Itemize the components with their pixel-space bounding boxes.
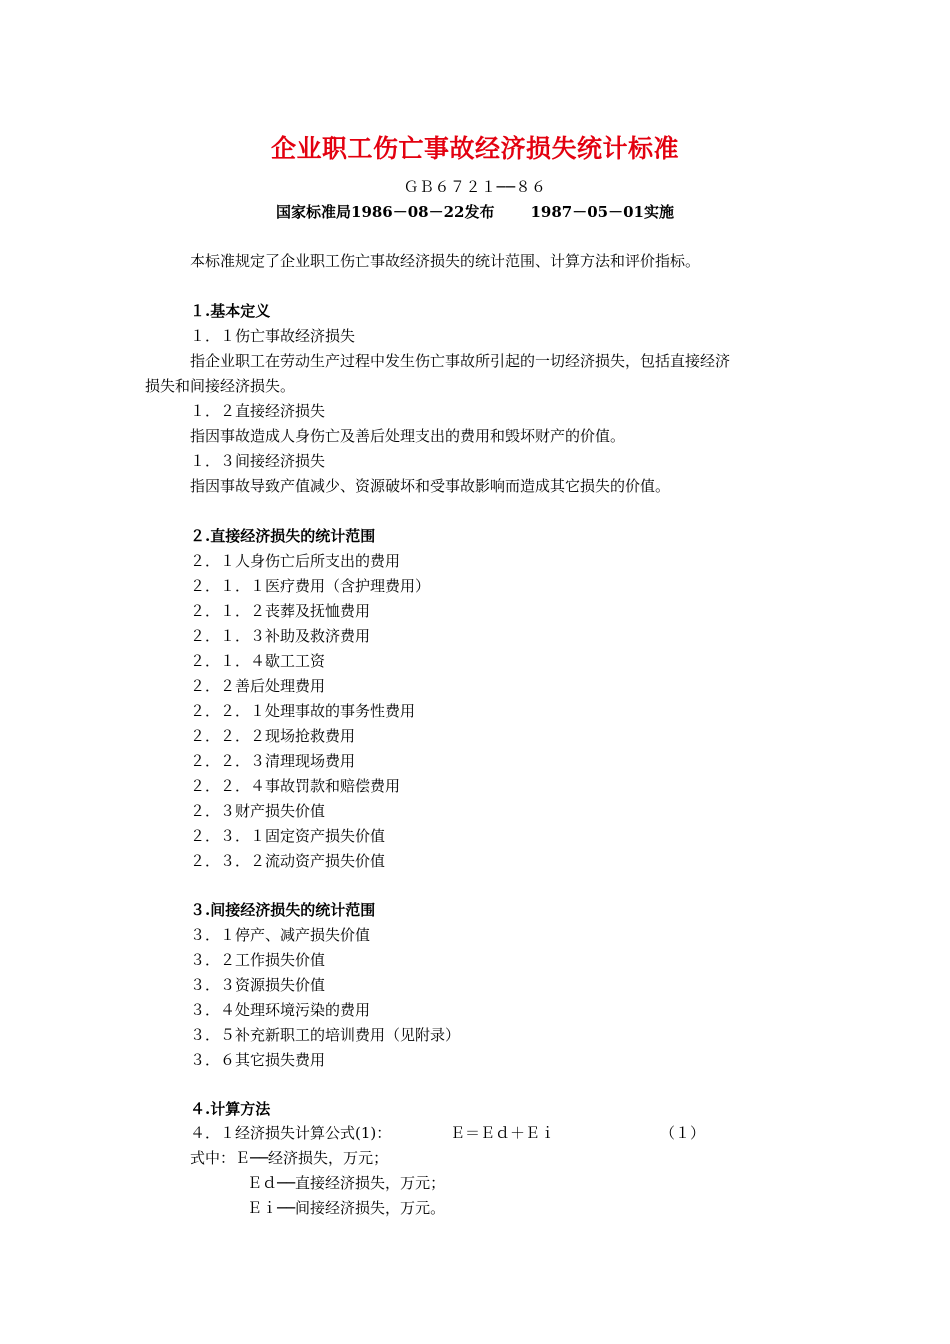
list-item: ２．２．２现场抢救费用 <box>190 727 356 745</box>
issue-line <box>0 200 950 224</box>
formula-row <box>190 1121 750 1145</box>
section1-1-text: 指企业职工在劳动生产过程中发生伤亡事故所引起的一切经济损失，包括直接经济 <box>190 352 731 370</box>
list-item: ２．２．３清理现场费用 <box>190 752 356 770</box>
section1-1-text-cont: 损失和间接经济损失。 <box>145 377 296 395</box>
list-item: ２．１．１医疗费用（含护理费用） <box>190 577 431 595</box>
formula-number: （１） <box>660 1124 706 1142</box>
list-item: ３．３资源损失价值 <box>190 976 326 994</box>
standard-code: ＧＢ６７２１──８６ <box>403 178 547 196</box>
list-item: ２．３．１固定资产损失价值 <box>190 827 386 845</box>
list-item: ３．５补充新职工的培训费用（见附录） <box>190 1026 461 1044</box>
section1-3-heading: １．３间接经济损失 <box>190 452 326 470</box>
effective-date: 1987－05－01实施 <box>530 203 674 221</box>
intro-paragraph: 本标准规定了企业职工伤亡事故经济损失的统计范围、计算方法和评价指标。 <box>190 252 701 270</box>
formula-where: 式中：Ｅ──经济损失，万元； <box>190 1149 389 1167</box>
issued-date: 国家标准局1986－08－22发布 <box>276 203 495 221</box>
list-item: ３．２工作损失价值 <box>190 951 326 969</box>
formula: Ｅ＝Ｅｄ＋Ｅｉ <box>450 1124 556 1142</box>
section4-heading: ４.计算方法 <box>190 1100 271 1118</box>
list-item: ２．２善后处理费用 <box>190 677 326 695</box>
list-item: ２．３财产损失价值 <box>190 802 326 820</box>
list-item: ２．１人身伤亡后所支出的费用 <box>190 552 401 570</box>
section1-1-heading: １．１伤亡事故经济损失 <box>190 327 356 345</box>
list-item: ２．１．２丧葬及抚恤费用 <box>190 602 371 620</box>
list-item: ２．１．４歇工工资 <box>190 652 326 670</box>
formula-ei-definition: Ｅｉ──间接经济损失，万元。 <box>247 1199 446 1217</box>
section1-2-text: 指因事故造成人身伤亡及善后处理支出的费用和毁坏财产的价值。 <box>190 427 626 445</box>
section2-heading: ２.直接经济损失的统计范围 <box>190 527 376 545</box>
list-item: ３．１停产、减产损失价值 <box>190 926 371 944</box>
section4-1-heading: ４．１经济损失计算公式(1)： <box>190 1124 392 1142</box>
list-item: ２．２．１处理事故的事务性费用 <box>190 702 416 720</box>
list-item: ３．４处理环境污染的费用 <box>190 1001 371 1019</box>
list-item: ２．２．４事故罚款和赔偿费用 <box>190 777 401 795</box>
section1-3-text: 指因事故导致产值减少、资源破坏和受事故影响而造成其它损失的价值。 <box>190 477 671 495</box>
list-item: ２．３．２流动资产损失价值 <box>190 852 386 870</box>
document-title: 企业职工伤亡事故经济损失统计标准 <box>270 134 679 163</box>
formula-ed-definition: Ｅｄ──直接经济损失，万元； <box>247 1174 446 1192</box>
section1-2-heading: １．２直接经济损失 <box>190 402 326 420</box>
list-item: ３．６其它损失费用 <box>190 1051 326 1069</box>
section3-heading: ３.间接经济损失的统计范围 <box>190 901 376 919</box>
list-item: ２．１．３补助及救济费用 <box>190 627 371 645</box>
section1-heading: １.基本定义 <box>190 302 271 320</box>
